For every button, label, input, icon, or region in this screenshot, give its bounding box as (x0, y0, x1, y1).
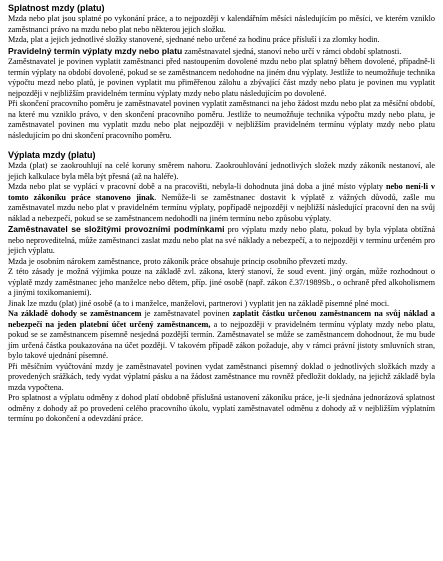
paragraph (8, 309, 435, 362)
paragraph-text: je zaměstnavatel povinen (141, 309, 233, 318)
paragraph-text: a to nejpozději v pravidelném termínu výplaty mzdy nebo platu, pokud se se zaměstnancem písemně nesjedná pozdější termín. Zaměstnavatel se může se zaměstnancem dohodnout, že mu bude jím určená částka poukazována na účet později. V takovém případě zákon požaduje, aby v rámci právní jistoty smluvních stran, bylo takové ujednání písemné. (8, 319, 435, 360)
paragraph: Mzda nebo plat jsou splatné po vykonání práce, a to nejpozději v kalendářním měsíci následujícím po měsíci, ve kterém vzniklo zaměstnanci právo na mzdu nebo plat nebo některou jejich složku. (8, 14, 435, 34)
paragraph: Při měsíčním vyúčtování mzdy je zaměstnavatel povinen vydat zaměstnanci písemný doklad o jednotlivých složkách mzdy a provedených srážkách, tedy vydat výplatní pásku a na žádost zaměstnance mu rovněž předložit doklady, na jejichž základě byla mzda vypočtena. (8, 361, 435, 392)
paragraph: Při skončení pracovního poměru je zaměstnavatel povinen vyplatit zaměstnanci na jeho žádost mzdu nebo plat za měsíční období, na které mu vzniklo právo, v den skončení pracovního poměru. Jestliže to neumožňuje technika výpočtu mzdy nebo platu, je zaměstnavatel povinen mu vyplatit mzdu nebo plat nejpozději v nejbližším pravidelném termínu výplaty mzdy nebo platu následujícím po dni skončení pracovního poměru. (8, 99, 435, 140)
paragraph-text: zaměstnavatel sjedná, stanoví nebo určí v rámci období splatnosti. (182, 46, 402, 56)
paragraph-text: pro výplatu mzdy nebo platu, pokud by byla výplata obtížná nebo neproveditelná, může zaměstnanci zaslat mzdu nebo plat na své náklady a nebezpečí, a to nejpozději v termínu určeném pro jejich výplatu. (8, 225, 435, 255)
paragraph: Zaměstnavatel je povinen vyplatit zaměstnanci před nastoupením dovolené mzdu nebo plat splatný během dovolené, případně-li termín výplaty na období dovolené, pokud se se zaměstnancem nedohodne na jiném dnu výplaty. Jestliže to neumožňuje technika výpočtu mezd nebo platů, je povinen vyplatit mu přiměřenou zálohu a zbývající část mzdy nebo platu je povinen mu vyplatit nejpozději v nejbližším pravidelném termínu výplaty mzdy nebo platu následujícím po dovolené. (8, 57, 435, 98)
paragraph: Mzda je osobním nárokem zaměstnance, proto zákoník práce obsahuje princip osobního převzetí mzdy. (8, 256, 348, 266)
section-vyplata (8, 150, 435, 425)
paragraph (8, 224, 435, 257)
paragraph: Jinak lze mzdu (plat) jiné osobě (a to i manželce, manželovi, partnerovi ) vyplatit jen na základě písemné plné moci. (8, 298, 390, 308)
section-heading-splatnost: Splatnost mzdy (platu) (8, 3, 105, 13)
paragraph: Pro splatnost a výplatu odměny z dohod platí obdobně příslušná ustanovení zákoníku práce, je-li sjednána jednorázová splatnost odměny z dohody až po provedení celého pracovního úkolu, vyplatí zaměstnavatel odměnu z dohody až v nejbližším výplatním termínu po dokončení a odevzdání práce. (8, 393, 435, 423)
bold-phrase: nebo není-li v tomto zákoníku práce stanoveno jinak (8, 182, 435, 202)
paragraph-text: Mzda nebo plat se vyplácí v pracovní době a na pracovišti, nebyla-li dohodnuta jiná doba a jiné místo výplaty (8, 182, 386, 191)
paragraph: Z této zásady je možná výjimka pouze na základě zvl. zákona, který stanoví, že soud event. jiný orgán, může rozhodnout o výplatě mzdy zaměstnanec jeho manželce nebo dětem, příp. jiné osobě (např. zákon č.37/1989Sb., o ochraně před alkoholismem a jinými toxikomaniemi). (8, 267, 435, 297)
bold-phrase: Pravidelný termín výplaty mzdy nebo platu (8, 45, 183, 56)
section-heading-vyplata: Výplata mzdy (platu) (8, 150, 96, 160)
section-splatnost (8, 3, 435, 141)
bold-phrase: Na základě dohody se zaměstnancem (8, 309, 142, 318)
paragraph (8, 46, 435, 58)
section-gap (8, 141, 435, 149)
paragraph: Mzda, plat a jejich jednotlivé složky stanovené, sjednané nebo určené za hodinu práce přísluší i za zlomky hodin. (8, 35, 380, 44)
paragraph-text: . Nemůže-li se zaměstnanec dostavit k výplatě z vážných důvodů, zašle mu zaměstnavatel mzdu nebo plat v pravidelném termínu výplaty, popřípadě nejpozději v nejbližší následující pracovní den na svůj náklad a nebezpečí, pokud se se zaměstnancem nedohodli na jiném termínu nebo způsobu výplaty. (8, 192, 435, 223)
paragraph: Mzda (plat) se zaokrouhlují na celé koruny směrem nahoru. Zaokrouhlování jednotlivých složek mzdy zákoník nestanoví, ale jejich kalkulace byla měla být přesná (až na haléře). (8, 161, 435, 181)
bold-phrase: Zaměstnavatel se složitými provozními podmínkami (8, 224, 225, 234)
bold-phrase: zaplatit částku určenou zaměstnancem na svůj náklad a nebezpečí na jeden platební účet určený zaměstnancem, (8, 309, 435, 329)
paragraph (8, 182, 435, 224)
